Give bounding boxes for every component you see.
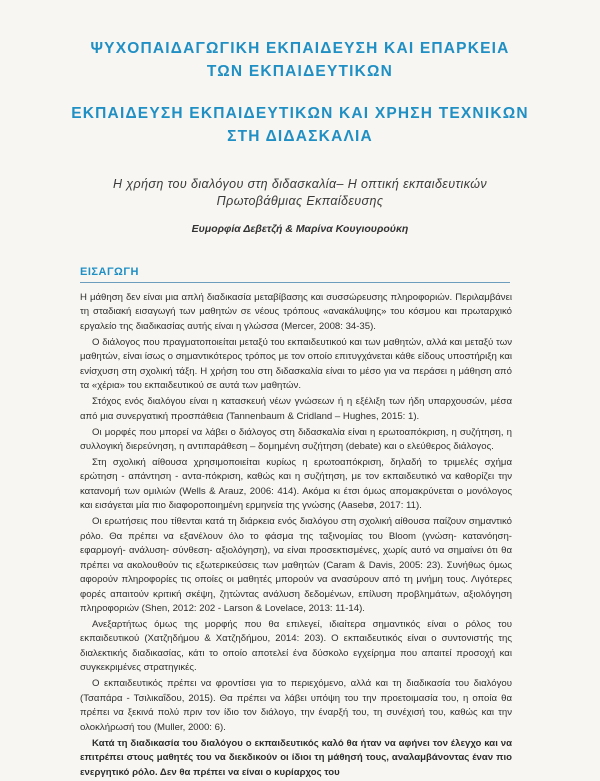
article-authors: Ευμορφία Δεβετζή & Μαρίνα Κουγιουρούκη — [191, 223, 409, 235]
article-body — [80, 291, 512, 781]
body-paragraph: Οι ερωτήσεις που τίθενται κατά τη διάρκεια ενός διαλόγου στη σχολική αίθουσα παίζουν σημαντικό ρόλο. Θα πρέπει να εξανέλουν όλο το φάσμα της ταξινομίας του Bloom (γνώση- κατανόηση- εφαρμογή- ανάλυση- σύνθεση- αξιολόγηση), να είναι προσεκτισμένες, χωρίς αυτό να σημαίνει ότι θα πρέπει να ακολουθούν τις εξωτερικεύσεις των μαθητών (Caram & Davis, 2005: 23). Συνήθως όμως αφορούν πληροφορίες τις οποίες οι μαθητές μπορούν να ανασύρουν από τη μνήμη τους. Λιγότερες φορές απαιτούν κριτική σκέψη, ζητώντας ανάλυση δεδομένων, επίλυση προβλημάτων, αξιολόγηση πληροφοριών (Shen, 2012: 202 - Larson & Lovelace, 2013: 11-14). — [80, 516, 512, 615]
body-paragraph: Ανεξαρτήτως όμως της μορφής που θα επιλεγεί, ιδιαίτερα σημαντικός είναι ο ρόλος του εκπαιδευτικού (Χατζηδήμου & Χατζηδήμου, 2014: 203). Ο εκπαιδευτικός είναι ο συντονιστής της διαλεκτικής διαδικασίας, κάτι το οποίο αποτελεί ένα δύσκολο εγχείρημα που απαιτεί προσοχή και συγκεκριμένες στρατηγικές. — [80, 618, 512, 674]
body-paragraph: Ο διάλογος που πραγματοποιείται μεταξύ του εκπαιδευτικού και των μαθητών, αλλά και μεταξύ των μαθητών, είναι ίσως ο σημαντικότερος τρόπος με τον οποίο επιτυγχάνεται κάθε είδους υποστήριξη και ενίσχυση στη σχολική τάξη. Η χρήση του στη διδασκαλία είναι το μέσο για να περάσει η μάθηση από τα «χέρια» του εκπαιδευτικού σε αυτά των μαθητών. — [80, 336, 512, 392]
body-paragraph: Ο εκπαιδευτικός πρέπει να φροντίσει για το περιεχόμενο, αλλά και τη διαδικασία του διαλόγου (Τσαπάρα - Τσιλικαΐδου, 2015). Θα πρέπει να λάβει υπόψη του την προετοιμασία του, η οποία θα πρέπει να ξεκινά πολύ πριν τον ίδιο τον διάλογο, την έναρξή του, τη συνέχισή του, καθώς και την ολοκλήρωσή του (Muller, 2000: 6). — [80, 678, 512, 733]
intro-heading: ΕΙΣΑΓΩΓΗ — [80, 266, 139, 278]
article-title-line-1: Η χρήση του διαλόγου στη διδασκαλία– Η οπτική εκπαιδευτικών — [113, 177, 487, 191]
heading-divider — [80, 282, 510, 283]
body-paragraph: Στη σχολική αίθουσα χρησιμοποιείται κυρίως η ερωτοαπόκριση, δηλαδή το τριμελές σχήμα ερώτηση - απάντηση - αντα-πόκριση, καθώς και η συζήτηση, με τον εκπαιδευτικό να καθορίζει την κατανομή των ομιλιών (Wells & Arauz, 2006: 414). Ακόμα κι έτσι όμως απομακρύνεται ο μονόλογος και εισάγεται μία πιο διαφοροποιημένη ερμηνεία της γνώσης (Aasebø, 2017: 11). — [80, 456, 512, 512]
body-paragraph: Στόχος ενός διαλόγου είναι η κατασκευή νέων γνώσεων ή η εξέλιξη των ήδη υπαρχουσών, μέσα από μια συνεργατική προσπάθεια (Tannenbaum & Cridland – Hughes, 2015: 1). — [80, 396, 512, 422]
journal-title-line-1: ΨΥΧΟΠΑΙΔΑΓΩΓΙΚΗ ΕΚΠΑΙΔΕΥΣΗ ΚΑΙ ΕΠΑΡΚΕΙΑ — [90, 40, 510, 57]
body-paragraph: Η μάθηση δεν είναι μια απλή διαδικασία μεταβίβασης και συσσώρευσης πληροφοριών. Περιλαμβάνει τη σταδιακή εισαγωγή των μαθητών σε νέους τρόπους «ανακάλυψης» του κόσμου και πρωταρχικό εργαλείο της διαδικασίας αυτής είναι η γλώσσα (Mercer, 2008: 34-35). — [80, 292, 512, 332]
article-title-line-2: Πρωτοβάθμιας Εκπαίδευσης — [216, 194, 384, 208]
section-title-line-2: ΣΤΗ ΔΙΔΑΣΚΑΛΙΑ — [227, 128, 373, 145]
journal-title-line-2: ΤΩΝ ΕΚΠΑΙΔΕΥΤΙΚΩΝ — [206, 63, 394, 80]
body-paragraph: Κατά τη διαδικασία του διαλόγου ο εκπαιδευτικός καλό θα ήταν να αφήνει τον έλεγχο και να επιτρέπει στους μαθητές του να διεκδικούν οι ίδιοι τη μάθησή τους, αναλαμβάνοντας έναν πιο ενεργητικό ρόλο. Δεν θα πρέπει να είναι ο κυρίαρχος του — [80, 737, 512, 778]
body-paragraph: Οι μορφές που μπορεί να λάβει ο διάλογος στη διδασκαλία είναι η ερωτοαπόκριση, η συζήτηση, η συλλογική διερεύνηση, η αντιπαράθεση – δομημένη συζήτηση (debate) και ο ελεύθερος διάλογος. — [80, 426, 512, 453]
section-title-line-1: ΕΚΠΑΙΔΕΥΣΗ ΕΚΠΑΙΔΕΥΤΙΚΩΝ ΚΑΙ ΧΡΗΣΗ ΤΕΧΝΙΚΩΝ — [71, 105, 529, 122]
